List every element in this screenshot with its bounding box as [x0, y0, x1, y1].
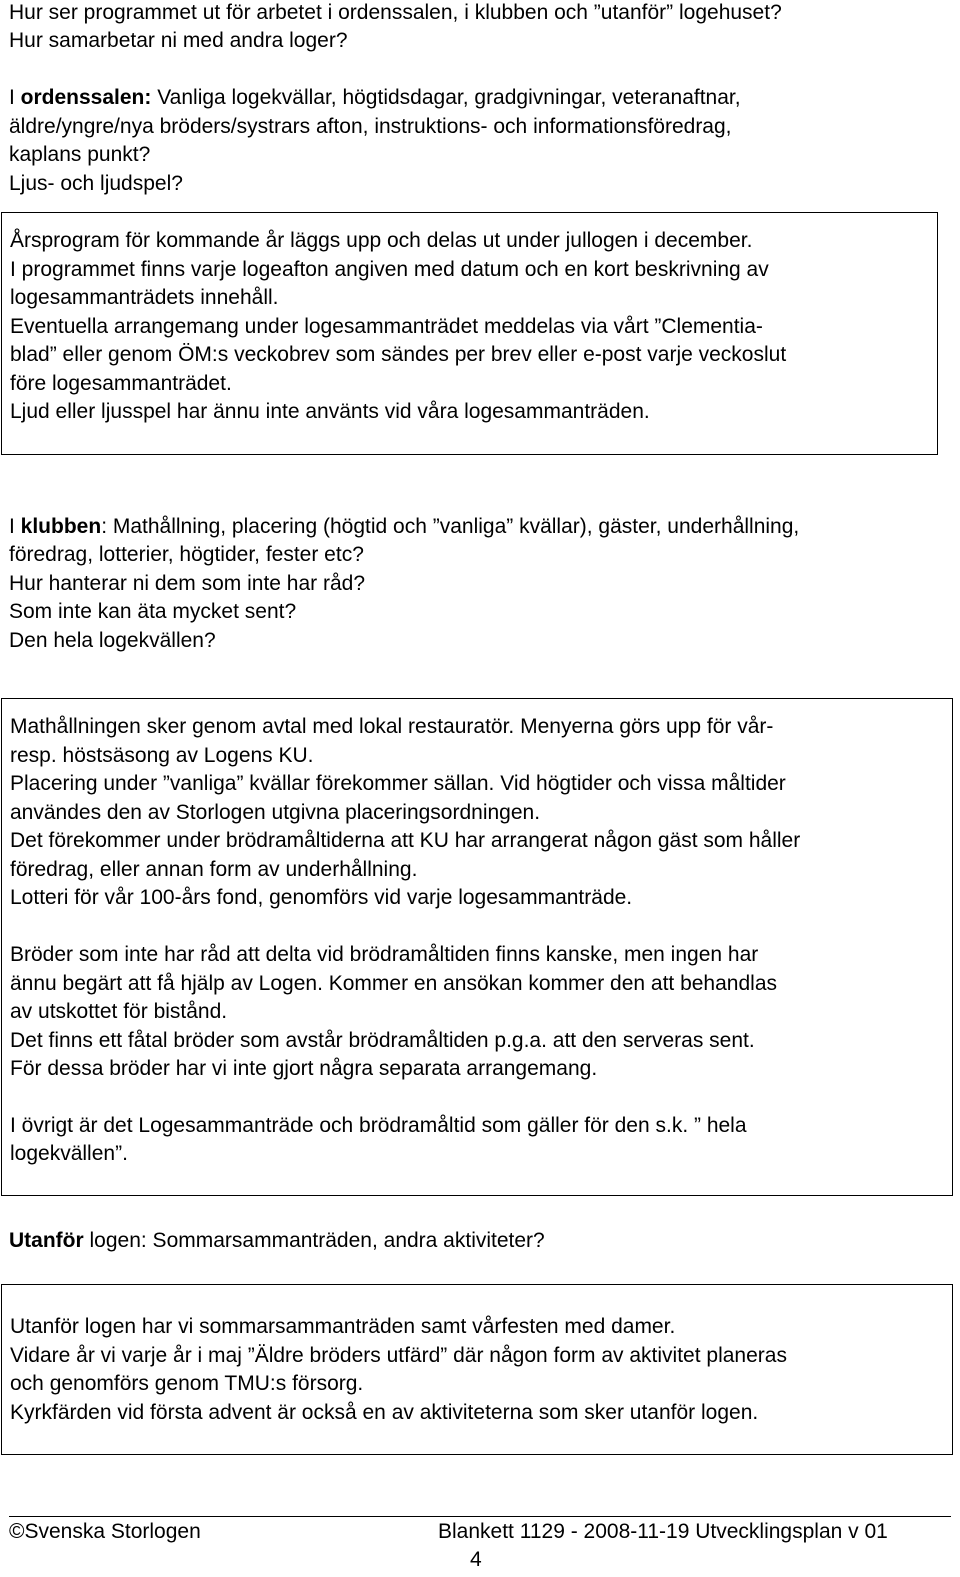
answer-line: Mathållningen sker genom avtal med lokal restauratör. Menyerna görs upp för vår- — [10, 715, 774, 738]
klubben-question-line-1 — [9, 513, 799, 542]
answer-line: Vidare år vi varje år i maj ”Äldre bröders utfärd” där någon form av aktivitet planeras — [10, 1344, 787, 1367]
answer-line: ännu begärt att få hjälp av Logen. Kommer en ansökan kommer den att behandlas — [10, 972, 777, 995]
utanfor-question — [9, 1227, 545, 1256]
answer-line: föredrag, eller annan form av underhållning. — [10, 858, 418, 881]
klubben-question-line-2: föredrag, lotterier, högtider, fester etc? — [9, 543, 364, 566]
footer-rule — [9, 1516, 951, 1517]
klubben-question-line-4: Som inte kan äta mycket sent? — [9, 600, 297, 623]
answer-line: Kyrkfärden vid första advent är också en av aktiviteterna som sker utanför logen. — [10, 1401, 759, 1424]
footer-copyright: ©Svenska Storlogen — [9, 1520, 201, 1543]
footer-form-info: Blankett 1129 - 2008-11-19 Utvecklingsplan v 01 — [438, 1520, 888, 1543]
klubben-question-line-3: Hur hanterar ni dem som inte har råd? — [9, 572, 366, 595]
page-number: 4 — [470, 1548, 482, 1571]
answer-line: Lotteri för vår 100-års fond, genomförs vid varje logesammanträde. — [10, 886, 633, 909]
answer-line: blad” eller genom ÖM:s veckobrev som sändes per brev eller e-post varje veckoslut — [10, 343, 787, 366]
answer-line: före logesammanträdet. — [10, 372, 232, 395]
answer-line: Placering under ”vanliga” kvällar förekommer sällan. Vid högtider och vissa måltider — [10, 772, 786, 795]
prefix-text: I — [9, 515, 21, 538]
ordenssalen-question-line-4: Ljus- och ljudspel? — [9, 172, 183, 195]
answer-line: Ljud eller ljusspel har ännu inte använts vid våra logesammanträden. — [10, 400, 650, 423]
answer-line: av utskottet för bistånd. — [10, 1000, 228, 1023]
answer-line: Eventuella arrangemang under logesammanträdet meddelas via vårt ”Clementia- — [10, 315, 763, 338]
answer-line: logekvällen”. — [10, 1142, 128, 1165]
answer-line: I programmet finns varje logeafton angiven med datum och en kort beskrivning av — [10, 258, 769, 281]
utanfor-answer-box — [1, 1284, 953, 1455]
klubben-question-line-5: Den hela logekvällen? — [9, 629, 216, 652]
ordenssalen-question-line-3: kaplans punkt? — [9, 143, 151, 166]
answer-line: logesammanträdets innehåll. — [10, 286, 279, 309]
answer-line: och genomförs genom TMU:s försorg. — [10, 1372, 364, 1395]
klubben-answer-box — [1, 698, 953, 1196]
prefix-text: I — [9, 86, 21, 109]
intro-line-2: Hur samarbetar ni med andra loger? — [9, 29, 348, 52]
answer-line: I övrigt är det Logesammanträde och brödramåltid som gäller för den s.k. ” hela — [10, 1114, 747, 1137]
answer-line: För dessa bröder har vi inte gjort några separata arrangemang. — [10, 1057, 598, 1080]
utanfor-label: Utanför — [9, 1229, 84, 1252]
ordenssalen-question-line-2: äldre/yngre/nya bröders/systrars afton, instruktions- och informationsföredrag, — [9, 115, 732, 138]
answer-line: Bröder som inte har råd att delta vid brödramåltiden finns kanske, men ingen har — [10, 943, 759, 966]
answer-line: Det förekommer under brödramåltiderna att KU har arrangerat någon gäst som håller — [10, 829, 801, 852]
answer-line: Årsprogram för kommande år läggs upp och delas ut under jullogen i december. — [10, 229, 753, 252]
answer-line: Det finns ett fåtal bröder som avstår brödramåltiden p.g.a. att den serveras sent. — [10, 1029, 755, 1052]
intro-line-1: Hur ser programmet ut för arbetet i ordenssalen, i klubben och ”utanför” logehuset? — [9, 1, 782, 24]
answer-line: resp. höstsäsong av Logens KU. — [10, 744, 314, 767]
answer-line: användes den av Storlogen utgivna placeringsordningen. — [10, 801, 541, 824]
answer-line: Utanför logen har vi sommarsammanträden samt vårfesten med damer. — [10, 1315, 676, 1338]
ordenssalen-label: ordenssalen: — [20, 86, 152, 109]
question-rest: Vanliga logekvällar, högtidsdagar, gradgivningar, veteranaftnar, — [151, 86, 741, 109]
question-rest: logen: Sommarsammanträden, andra aktiviteter? — [83, 1229, 545, 1252]
question-rest: : Mathållning, placering (högtid och ”vanliga” kvällar), gäster, underhållning, — [101, 515, 800, 538]
klubben-label: klubben — [20, 515, 102, 538]
ordenssalen-question-line-1 — [9, 84, 741, 113]
ordenssalen-answer-box — [1, 212, 938, 455]
